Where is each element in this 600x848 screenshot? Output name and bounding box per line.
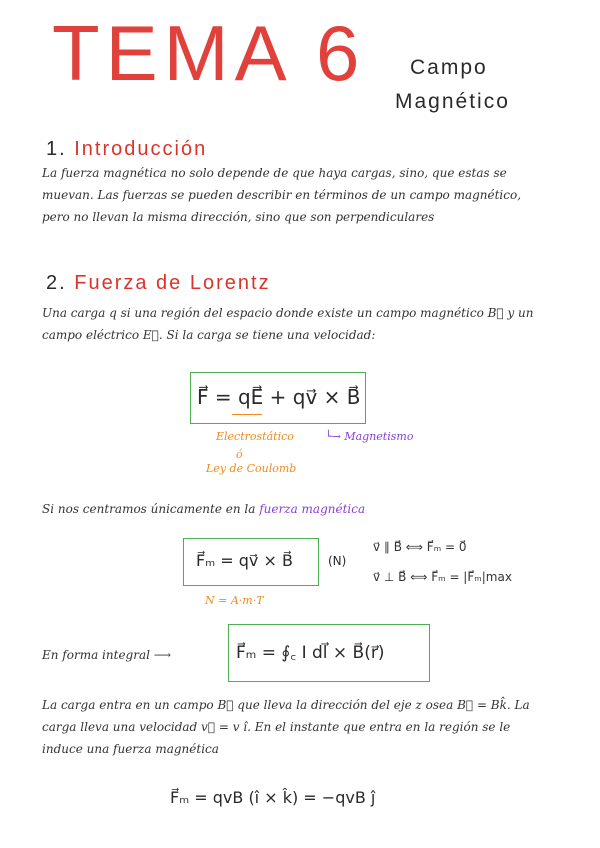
note-electric-2: ó — [236, 448, 243, 461]
relation-parallel: v⃗ ∥ B⃗ ⟺ F⃗ₘ = 0⃗ — [373, 540, 467, 554]
note-magnetic — [325, 430, 413, 443]
final-text: La carga entra en un campo B⃗ que lleva la dirección del eje z osea B⃗ = Bk̂. La carga lleva una velocidad v⃗ = v î. En el instante que entra en la región se le induce una fuerza magnética — [42, 698, 530, 756]
section-2-text: Una carga q si una región del espacio donde existe un campo magnético B⃗ y un campo eléctrico E⃗. Si la carga se tiene una velocidad: — [42, 306, 534, 342]
magnetic-force-formula: F⃗ₘ = qv⃗ × B⃗ — [196, 551, 293, 570]
section-1-heading — [46, 138, 207, 161]
section-2-number: 2. — [46, 272, 67, 294]
page-title: TEMA 6 — [52, 9, 366, 97]
section-2-title: Fuerza de Lorentz — [74, 272, 271, 294]
section-2-heading — [46, 272, 271, 295]
electric-term-underline — [232, 414, 262, 415]
lorentz-formula: F⃗ = qE⃗ + qv⃗ × B⃗ — [197, 385, 361, 409]
note-electric-3: Ley de Coulomb — [206, 462, 297, 475]
note-magnetic-arrow-icon: └→ — [325, 430, 345, 443]
subtitle-line-2: Magnético — [395, 90, 510, 113]
final-formula: F⃗ₘ = qvB (î × k̂) = −qvB ĵ — [170, 788, 376, 807]
units-note: N = A·m·T — [205, 594, 264, 607]
magnetic-intro-highlight: fuerza magnética — [259, 502, 366, 516]
relation-perpendicular: v⃗ ⊥ B⃗ ⟺ F⃗ₘ = |F⃗ₘ|max — [373, 570, 512, 584]
magnetic-force-unit: (N) — [328, 554, 347, 568]
subtitle-line-1: Campo — [410, 56, 488, 79]
integral-label: En forma integral ⟶ — [42, 648, 171, 662]
section-1-text: La fuerza magnética no solo depende de que haya cargas, sino, que estas se muevan. Las fuerzas se pueden describir en términos de un campo magnético, pero no llevan la misma dirección, sino que son perpendiculares — [42, 166, 522, 224]
note-electric-1: Electrostático — [216, 430, 294, 443]
integral-formula: F⃗ₘ = ∮꜀ I dl⃗ × B⃗(r⃗) — [236, 643, 385, 663]
magnetic-intro-prefix: Si nos centramos únicamente en la — [42, 502, 256, 516]
magnetic-intro — [42, 498, 365, 520]
note-magnetic-label: Magnetismo — [344, 430, 414, 443]
section-1-title: Introducción — [74, 138, 208, 160]
section-1-number: 1. — [46, 138, 67, 160]
